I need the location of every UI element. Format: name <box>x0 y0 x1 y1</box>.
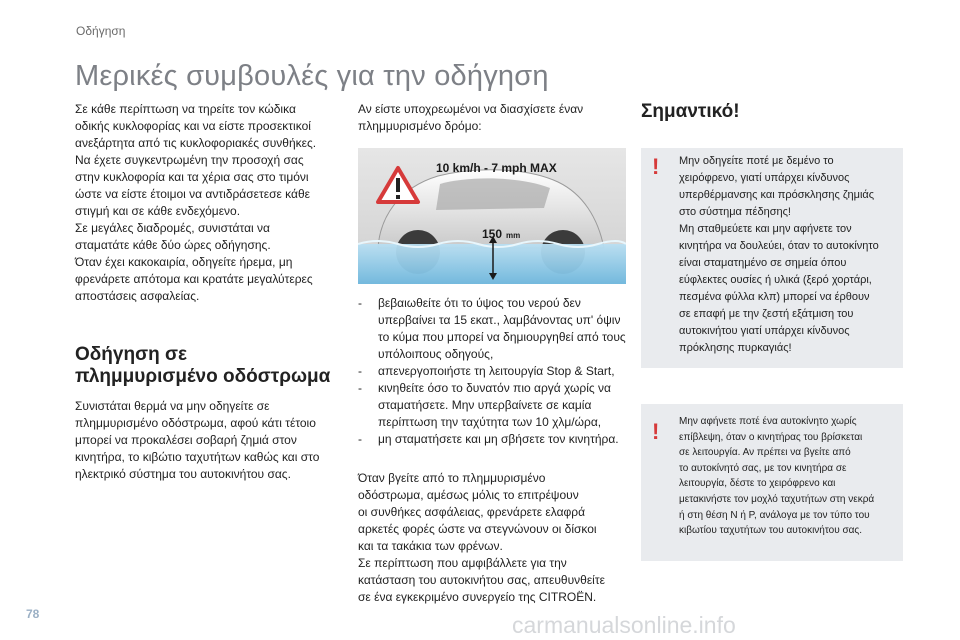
flooded-road-bullets <box>358 295 628 448</box>
list-item-text: απενεργοποιήστε τη λειτουργία Stop & Start, <box>378 364 615 378</box>
exclamation-icon: ! <box>652 419 660 444</box>
list-item: - κινηθείτε όσο το δυνατόν πιο αργά χωρίς να σταματήσετε. Μην υπερβαίνετε σε καμία περίπτωση την ταχύτητα των 10 χλμ/ώρα, <box>358 380 628 431</box>
speed-label: 10 km/h - 7 mph MAX <box>436 161 557 175</box>
list-item-text: κινηθείτε όσο το δυνατόν πιο αργά χωρίς να σταματήσετε. Μην υπερβαίνετε σε καμία περίπτωση την ταχύτητα των 10 χλμ/ώρα, <box>378 381 611 429</box>
list-item-text: βεβαιωθείτε ότι το ύψος του νερού δεν υπερβαίνει τα 15 εκατ., λαμβάνοντας υπ' όψιν το κύμα που μπορεί να δημιουργηθεί από τους υπόλοιπους οδηγούς, <box>378 296 626 361</box>
page-title: Μερικές συμβουλές για την οδήγηση <box>75 60 549 92</box>
watermark: carmanualsonline.info <box>512 612 736 638</box>
list-item: - βεβαιωθείτε ότι το ύψος του νερού δεν υπερβαίνει τα 15 εκατ., λαμβάνοντας υπ' όψιν το κύμα που μπορεί να δημιουργηθεί από τους υπόλοιπους οδηγούς, <box>358 295 628 363</box>
warning-box-1 <box>641 148 903 368</box>
page-number: 78 <box>26 607 40 621</box>
flooded-road-paragraph: Συνιστάται θερμά να μην οδηγείτε σε πλημμυρισμένο οδόστρωμα, αφού κάτι τέτοιο μπορεί να προκαλέσει σοβαρή ζημιά στον κινητήρα, το κιβώτιο ταχυτήτων καθώς και στο ηλεκτρικό σύστημα του αυτοκινήτου σας. <box>75 399 320 481</box>
warning-text-1: Μην οδηγείτε ποτέ με δεμένο το χειρόφρενο, γιατί υπάρχει κίνδυνος υπερθέρμανσης και πρόσκλησης ζημιάς στο σύστημα πέδησης! Μη σταθμεύετε και μην αφήνετε τον κινητήρα να δουλεύει, όταν το αυτοκίνητο είναι σταματημένο σε σημεία όπου εύφλεκτες ουσίες ή υλικά (ξερό χορτάρι, πεσμένα φύλλα κλπ) μπορεί να έρθουν σε επαφή με την ζεστή εξάτμιση του αυτοκινήτου γιατί υπάρχει κίνδυνος πρόκλησης πυρκαγιάς! <box>679 155 879 354</box>
after-crossing-paragraph: Όταν βγείτε από το πλημμυρισμένο οδόστρωμα, αμέσως μόλις το επιτρέψουν οι συνθήκες ασφάλειας, φρενάρετε ελαφρά αρκετές φορές ώστε να στεγνώνουν οι δίσκοι και τα τακάκια των φρένων. Σε περίπτωση που αμφιβάλλετε για την κατάσταση του αυτοκινήτου σας, απευθυνθείτε σε ένα εγκεκριμένο συνεργείο της CITROËN. <box>358 471 605 604</box>
car-in-water-svg <box>358 148 626 284</box>
flooded-road-heading: Οδήγηση σε πλημμυρισμένο οδόστρωμα <box>75 344 331 387</box>
depth-unit: mm <box>506 231 521 240</box>
list-item: - απενεργοποιήστε τη λειτουργία Stop & Start, <box>358 363 628 380</box>
important-heading: Σημαντικό! <box>641 101 740 122</box>
flooded-road-illustration <box>358 148 626 284</box>
flooded-road-text <box>75 398 337 483</box>
intro-paragraph: Σε κάθε περίπτωση να τηρείτε τον κώδικα οδικής κυκλοφορίας και να είστε προσεκτικοί ανεξάρτητα από τις κυκλοφοριακές συνθήκες. Να έχετε συγκεντρωμένη την προσοχή σας στην κυκλοφορία και τα χέρια σας στο τιμόνι ώστε να είστε έτοιμοι να αντιδράσετεσε κάθε στιγμή και σε κάθε ενδεχόμενο. Σε μεγάλες διαδρομές, συνιστάται να σταματάτε κάθε δύο ώρες οδήγησης. Όταν έχει κακοκαιρία, οδηγείτε ήρεμα, μη φρενάρετε απότομα και κρατάτε μεγαλύτερες αποστάσεις ασφαλείας. <box>75 102 317 303</box>
column-1 <box>75 101 337 305</box>
flooded-intro: Αν είστε υποχρεωμένοι να διασχίσετε έναν πλημμυρισμένο δρόμο: <box>358 102 584 133</box>
exclamation-icon: ! <box>652 154 660 179</box>
section-label: Οδήγηση <box>76 24 126 38</box>
warning-box-2 <box>641 404 903 561</box>
warning-text-2: Μην αφήνετε ποτέ ένα αυτοκίνητο χωρίς επίβλεψη, όταν ο κινητήρας του βρίσκεται σε λειτουργία. Αν πρέπει να βγείτε από το αυτοκίνητό σας, με τον κινητήρα σε λειτουργία, δέστε το χειρόφρενο και μετακινήστε τον μοχλό ταχυτήτων στη νεκρά ή στη θέση N ή P, ανάλογα με τον τύπο του κιβωτίου ταχυτήτων του αυτοκινήτου σας. <box>679 416 875 537</box>
list-item-text: μη σταματήσετε και μη σβήσετε τον κινητήρα. <box>378 432 619 446</box>
list-item: - μη σταματήσετε και μη σβήσετε τον κινητήρα. <box>358 431 628 448</box>
depth-value: 150 <box>482 227 503 241</box>
column-2 <box>358 101 623 135</box>
